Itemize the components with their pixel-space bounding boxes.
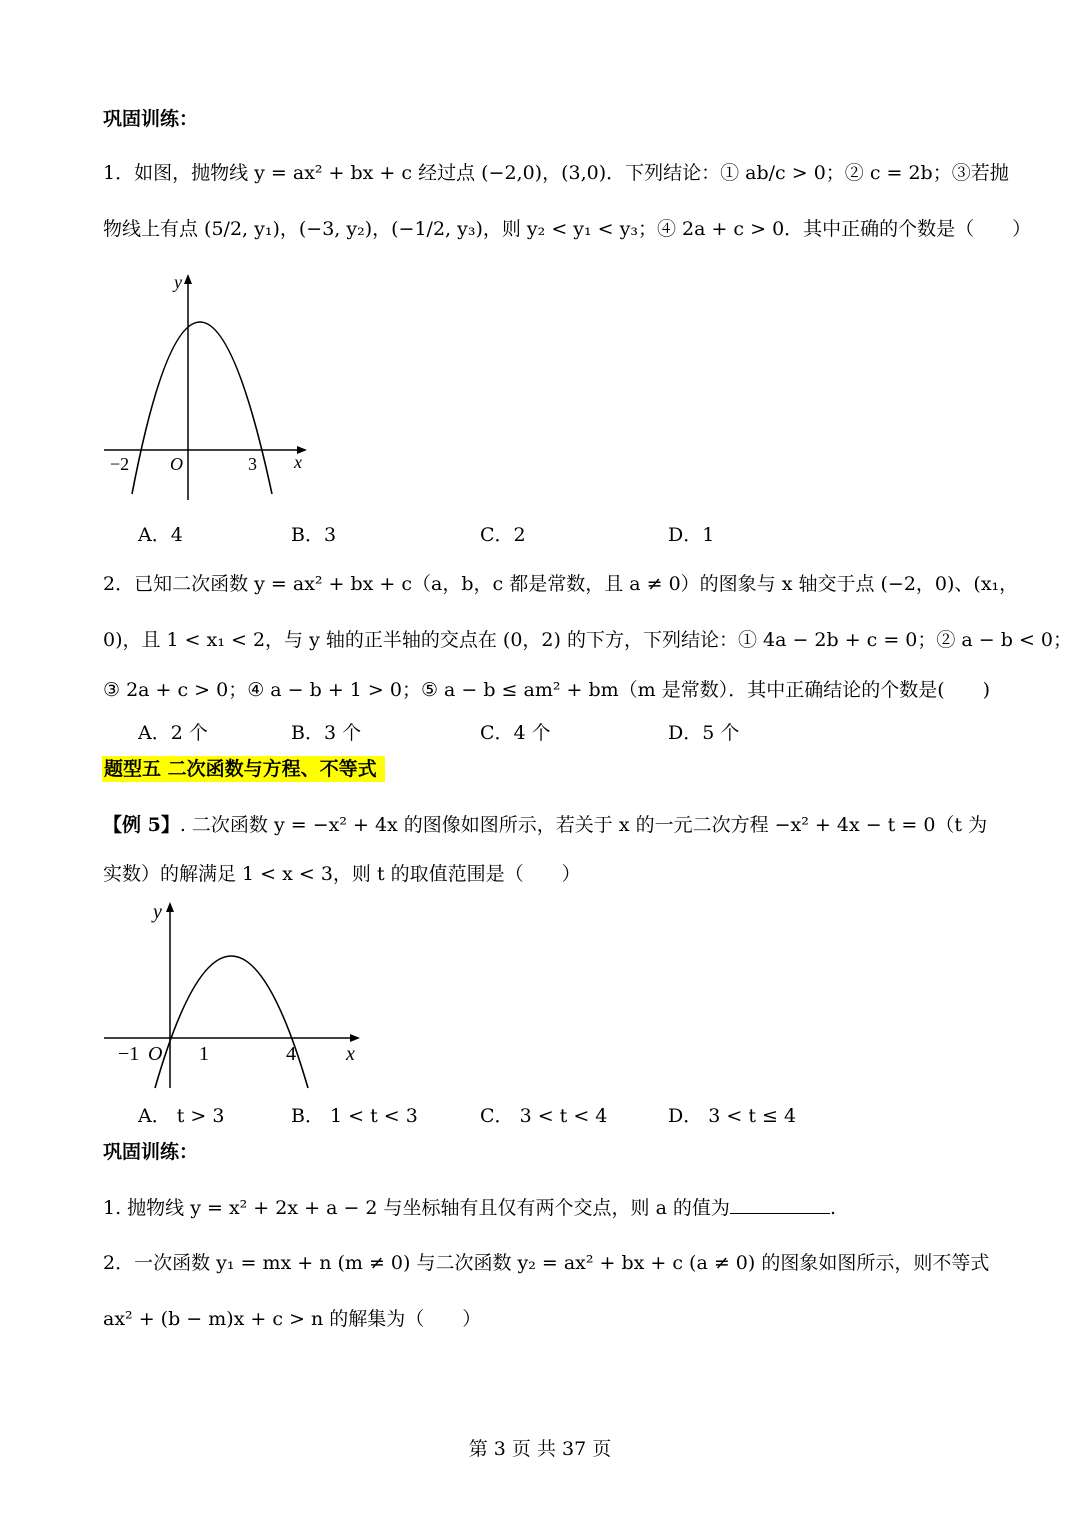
q1-option-a: A．4 (138, 524, 183, 546)
example-label: 【例 5】 (103, 814, 180, 836)
tick-label-1: 1 (199, 1043, 209, 1065)
question-1-line-1: 1．如图，抛物线 y = ax² + bx + c 经过点 (−2,0)，(3,0)．下列结论：① ab/c > 0；② c = 2b；③若抛 (103, 162, 1009, 184)
section-heading-2: 巩固训练： (103, 1141, 199, 1163)
ex5-option-d: D． 3 < t ≤ 4 (668, 1105, 797, 1127)
q2-option-a: A．2 个 (138, 722, 208, 744)
q2-option-b: B．3 个 (291, 722, 362, 744)
q2-option-d: D．5 个 (668, 722, 740, 744)
example-line-2: 实数）的解满足 1 < x < 3，则 t 的取值范围是（ ） (103, 863, 581, 885)
origin-label: O (148, 1043, 163, 1065)
question-2-line-3: ③ 2a + c > 0；④ a − b + 1 > 0；⑤ a − b ≤ am² + bm（m 是常数）．其中正确结论的个数是( ) (103, 679, 991, 701)
question-2-line-1: 2．已知二次函数 y = ax² + bx + c（a，b，c 都是常数，且 a ≠ 0）的图象与 x 轴交于点 (−2，0)、(x₁， (103, 573, 1019, 595)
tick-label-neg: −1 (118, 1043, 140, 1065)
practice-1-end: . (829, 1197, 836, 1219)
y-axis-label: y (153, 901, 162, 923)
practice-2-line-2: ax² + (b − m)x + c > n 的解集为（ ） (103, 1308, 482, 1330)
practice-2-line-1: 2．一次函数 y₁ = mx + n (m ≠ 0) 与二次函数 y₂ = ax² + bx + c (a ≠ 0) 的图象如图所示，则不等式 (103, 1252, 990, 1274)
q1-option-b: B．3 (291, 524, 337, 546)
answer-blank (730, 1195, 830, 1214)
section-heading: 巩固训练： (103, 108, 199, 130)
ex5-option-a: A． t > 3 (138, 1105, 225, 1127)
tick-label-neg: −2 (110, 454, 130, 474)
section-title: 题型五 二次函数与方程、不等式 (102, 756, 385, 782)
parabola-graph-2 (100, 898, 370, 1096)
tick-label-pos: 3 (248, 454, 257, 474)
x-axis-label: x (346, 1043, 355, 1065)
q1-option-c: C．2 (480, 524, 526, 546)
tick-label-4: 4 (286, 1043, 296, 1065)
question-2-line-2: 0)，且 1 < x₁ < 2，与 y 轴的正半轴的交点在 (0，2) 的下方，下列结论：① 4a − 2b + c = 0；② a − b < 0； (103, 629, 1072, 651)
practice-1-text: 1. 抛物线 y = x² + 2x + a − 2 与坐标轴有且仅有两个交点，则 a 的值为 (103, 1197, 730, 1219)
q1-option-d: D．1 (668, 524, 715, 546)
y-axis-label: y (174, 272, 182, 292)
ex5-option-c: C． 3 < t < 4 (480, 1105, 608, 1127)
ex5-option-b: B． 1 < t < 3 (291, 1105, 418, 1127)
practice-1 (103, 1195, 836, 1221)
page-footer: 第 3 页 共 37 页 (468, 1438, 612, 1460)
question-1-line-2: 物线上有点 (5/2, y₁)，(−3, y₂)，(−1/2, y₃)，则 y₂ < y₁ < y₃；④ 2a + c > 0．其中正确的个数是（ ） (103, 218, 1032, 240)
parabola-graph-1 (100, 268, 320, 508)
q2-option-c: C．4 个 (480, 722, 551, 744)
origin-label: O (170, 454, 183, 474)
x-axis-label: x (294, 452, 302, 472)
example-line-1: . 二次函数 y = −x² + 4x 的图像如图所示，若关于 x 的一元二次方程 −x² + 4x − t = 0（t 为 (179, 814, 988, 836)
